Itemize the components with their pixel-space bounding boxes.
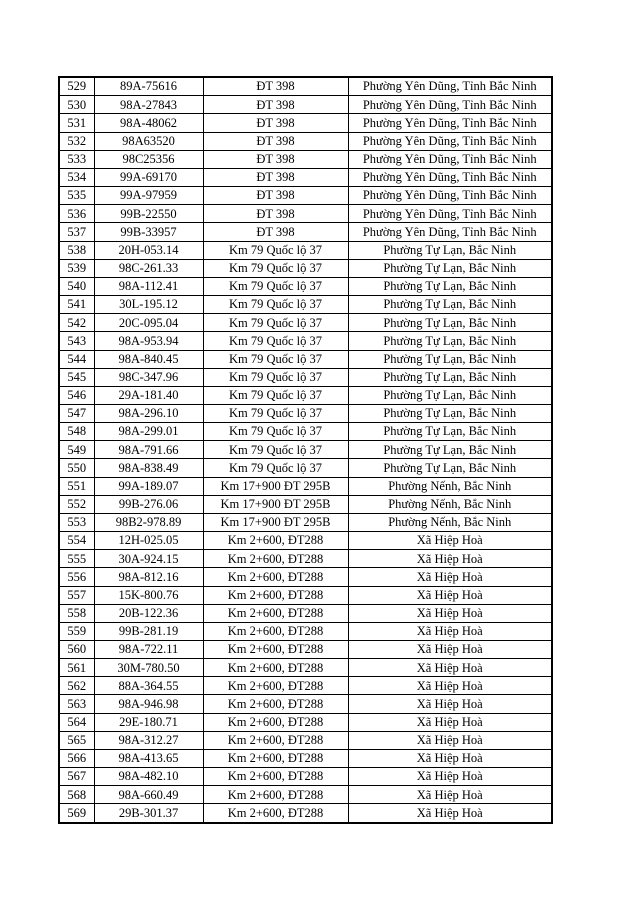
cell-area: Phường Yên Dũng, Tỉnh Bắc Ninh [348,150,552,168]
cell-location: Km 79 Quốc lộ 37 [203,277,348,295]
cell-location: ĐT 398 [203,114,348,132]
cell-row-number: 548 [59,423,94,441]
cell-location: Km 2+600, ĐT288 [203,731,348,749]
cell-area: Phường Tự Lạn, Bắc Ninh [348,441,552,459]
table-row [59,477,552,495]
cell-area: Phường Nếnh, Bắc Ninh [348,513,552,531]
cell-plate-number: 89A-75616 [94,77,203,96]
cell-plate-number: 99B-276.06 [94,495,203,513]
cell-area: Phường Yên Dũng, Tỉnh Bắc Ninh [348,223,552,241]
cell-location: Km 2+600, ĐT288 [203,604,348,622]
cell-plate-number: 98A-112.41 [94,277,203,295]
cell-row-number: 529 [59,77,94,96]
cell-plate-number: 98A-312.27 [94,731,203,749]
cell-area: Phường Tự Lạn, Bắc Ninh [348,241,552,259]
cell-area: Phường Tự Lạn, Bắc Ninh [348,296,552,314]
table-row [59,404,552,422]
cell-area: Xã Hiệp Hoà [348,532,552,550]
cell-location: Km 2+600, ĐT288 [203,659,348,677]
cell-row-number: 569 [59,804,94,823]
cell-area: Phường Nếnh, Bắc Ninh [348,495,552,513]
cell-location: Km 79 Quốc lộ 37 [203,423,348,441]
cell-area: Xã Hiệp Hoà [348,586,552,604]
cell-row-number: 536 [59,205,94,223]
cell-location: Km 2+600, ĐT288 [203,568,348,586]
cell-area: Phường Yên Dũng, Tỉnh Bắc Ninh [348,168,552,186]
cell-location: Km 2+600, ĐT288 [203,695,348,713]
cell-row-number: 535 [59,187,94,205]
table-row [59,659,552,677]
cell-row-number: 558 [59,604,94,622]
cell-plate-number: 98C-261.33 [94,259,203,277]
cell-plate-number: 99B-281.19 [94,622,203,640]
cell-plate-number: 99A-97959 [94,187,203,205]
cell-row-number: 546 [59,386,94,404]
cell-location: Km 79 Quốc lộ 37 [203,296,348,314]
cell-plate-number: 20C-095.04 [94,314,203,332]
cell-plate-number: 98A-482.10 [94,768,203,786]
cell-location: Km 79 Quốc lộ 37 [203,332,348,350]
cell-area: Phường Tự Lạn, Bắc Ninh [348,277,552,295]
cell-row-number: 549 [59,441,94,459]
cell-area: Phường Yên Dũng, Tỉnh Bắc Ninh [348,132,552,150]
cell-area: Phường Tự Lạn, Bắc Ninh [348,423,552,441]
cell-location: Km 79 Quốc lộ 37 [203,259,348,277]
cell-area: Phường Tự Lạn, Bắc Ninh [348,404,552,422]
cell-row-number: 550 [59,459,94,477]
table-row [59,568,552,586]
cell-area: Phường Tự Lạn, Bắc Ninh [348,368,552,386]
table-row [59,804,552,823]
cell-area: Xã Hiệp Hoà [348,749,552,767]
table-row [59,132,552,150]
cell-plate-number: 98A-722.11 [94,641,203,659]
cell-location: Km 2+600, ĐT288 [203,786,348,804]
cell-area: Phường Yên Dũng, Tỉnh Bắc Ninh [348,96,552,114]
table-row [59,277,552,295]
table-row [59,187,552,205]
cell-plate-number: 98C-347.96 [94,368,203,386]
cell-row-number: 561 [59,659,94,677]
cell-plate-number: 98A-296.10 [94,404,203,422]
cell-plate-number: 30A-924.15 [94,550,203,568]
table-row [59,459,552,477]
cell-row-number: 534 [59,168,94,186]
cell-plate-number: 30M-780.50 [94,659,203,677]
cell-row-number: 538 [59,241,94,259]
table-row [59,786,552,804]
cell-row-number: 531 [59,114,94,132]
cell-area: Phường Yên Dũng, Tỉnh Bắc Ninh [348,187,552,205]
table-row [59,205,552,223]
cell-location: ĐT 398 [203,132,348,150]
cell-row-number: 545 [59,368,94,386]
cell-plate-number: 99B-22550 [94,205,203,223]
cell-area: Xã Hiệp Hoà [348,550,552,568]
cell-area: Xã Hiệp Hoà [348,713,552,731]
cell-row-number: 565 [59,731,94,749]
cell-plate-number: 98B2-978.89 [94,513,203,531]
cell-row-number: 544 [59,350,94,368]
cell-plate-number: 98A-413.65 [94,749,203,767]
cell-plate-number: 99A-189.07 [94,477,203,495]
cell-plate-number: 88A-364.55 [94,677,203,695]
cell-area: Phường Tự Lạn, Bắc Ninh [348,314,552,332]
cell-row-number: 557 [59,586,94,604]
table-row [59,441,552,459]
table-row [59,114,552,132]
cell-location: Km 79 Quốc lộ 37 [203,404,348,422]
table-row [59,731,552,749]
cell-area: Xã Hiệp Hoà [348,659,552,677]
table-row [59,314,552,332]
cell-area: Phường Tự Lạn, Bắc Ninh [348,350,552,368]
cell-location: Km 2+600, ĐT288 [203,677,348,695]
cell-area: Phường Nếnh, Bắc Ninh [348,477,552,495]
cell-plate-number: 20H-053.14 [94,241,203,259]
cell-location: Km 79 Quốc lộ 37 [203,241,348,259]
table-row [59,495,552,513]
table-row [59,695,552,713]
cell-plate-number: 98A-838.49 [94,459,203,477]
cell-location: Km 17+900 ĐT 295B [203,513,348,531]
cell-location: Km 2+600, ĐT288 [203,622,348,640]
table-row [59,749,552,767]
table-row [59,423,552,441]
cell-row-number: 566 [59,749,94,767]
cell-row-number: 551 [59,477,94,495]
cell-location: Km 2+600, ĐT288 [203,804,348,823]
cell-location: Km 79 Quốc lộ 37 [203,441,348,459]
cell-area: Phường Tự Lạn, Bắc Ninh [348,332,552,350]
cell-plate-number: 99B-33957 [94,223,203,241]
cell-row-number: 562 [59,677,94,695]
cell-area: Xã Hiệp Hoà [348,677,552,695]
table-row [59,168,552,186]
cell-row-number: 541 [59,296,94,314]
cell-location: Km 2+600, ĐT288 [203,768,348,786]
table-row [59,622,552,640]
cell-plate-number: 98A-660.49 [94,786,203,804]
cell-area: Xã Hiệp Hoà [348,622,552,640]
cell-area: Xã Hiệp Hoà [348,768,552,786]
cell-location: Km 79 Quốc lộ 37 [203,368,348,386]
table-row [59,386,552,404]
cell-location: Km 79 Quốc lộ 37 [203,314,348,332]
cell-area: Phường Yên Dũng, Tỉnh Bắc Ninh [348,114,552,132]
table-row [59,513,552,531]
cell-area: Xã Hiệp Hoà [348,568,552,586]
table-row [59,350,552,368]
cell-plate-number: 12H-025.05 [94,532,203,550]
cell-row-number: 532 [59,132,94,150]
cell-area: Phường Tự Lạn, Bắc Ninh [348,459,552,477]
cell-location: Km 2+600, ĐT288 [203,713,348,731]
table-row [59,296,552,314]
cell-row-number: 567 [59,768,94,786]
cell-area: Xã Hiệp Hoà [348,604,552,622]
table-row [59,532,552,550]
cell-row-number: 537 [59,223,94,241]
cell-area: Phường Yên Dũng, Tỉnh Bắc Ninh [348,77,552,96]
table-row [59,768,552,786]
cell-location: Km 79 Quốc lộ 37 [203,386,348,404]
cell-area: Xã Hiệp Hoà [348,695,552,713]
cell-location: Km 79 Quốc lộ 37 [203,350,348,368]
cell-row-number: 556 [59,568,94,586]
cell-location: ĐT 398 [203,187,348,205]
table-row [59,241,552,259]
cell-plate-number: 98C25356 [94,150,203,168]
cell-row-number: 563 [59,695,94,713]
cell-plate-number: 29E-180.71 [94,713,203,731]
cell-row-number: 568 [59,786,94,804]
table-row [59,550,552,568]
table-row [59,259,552,277]
cell-area: Xã Hiệp Hoà [348,804,552,823]
cell-location: ĐT 398 [203,96,348,114]
cell-location: Km 2+600, ĐT288 [203,586,348,604]
cell-location: Km 2+600, ĐT288 [203,550,348,568]
table-row [59,332,552,350]
vehicle-list-table [58,76,553,824]
cell-location: ĐT 398 [203,205,348,223]
table-row [59,96,552,114]
cell-row-number: 547 [59,404,94,422]
cell-row-number: 552 [59,495,94,513]
table-row [59,368,552,386]
cell-location: ĐT 398 [203,150,348,168]
cell-location: Km 2+600, ĐT288 [203,641,348,659]
cell-plate-number: 98A-840.45 [94,350,203,368]
cell-area: Phường Tự Lạn, Bắc Ninh [348,386,552,404]
cell-row-number: 543 [59,332,94,350]
table-row [59,223,552,241]
cell-plate-number: 98A-48062 [94,114,203,132]
cell-plate-number: 29A-181.40 [94,386,203,404]
table-row [59,150,552,168]
cell-area: Xã Hiệp Hoà [348,731,552,749]
table-row [59,713,552,731]
cell-location: ĐT 398 [203,223,348,241]
cell-location: Km 79 Quốc lộ 37 [203,459,348,477]
cell-row-number: 564 [59,713,94,731]
cell-row-number: 542 [59,314,94,332]
table-body [59,77,552,823]
cell-row-number: 559 [59,622,94,640]
table-row [59,641,552,659]
cell-plate-number: 20B-122.36 [94,604,203,622]
cell-area: Xã Hiệp Hoà [348,786,552,804]
cell-plate-number: 98A-299.01 [94,423,203,441]
cell-area: Phường Yên Dũng, Tỉnh Bắc Ninh [348,205,552,223]
cell-plate-number: 98A-791.66 [94,441,203,459]
cell-plate-number: 98A-953.94 [94,332,203,350]
cell-plate-number: 98A63520 [94,132,203,150]
cell-plate-number: 30L-195.12 [94,296,203,314]
cell-row-number: 533 [59,150,94,168]
cell-location: ĐT 398 [203,77,348,96]
cell-plate-number: 15K-800.76 [94,586,203,604]
table-row [59,604,552,622]
cell-row-number: 560 [59,641,94,659]
cell-plate-number: 29B-301.37 [94,804,203,823]
table-row [59,77,552,96]
cell-plate-number: 99A-69170 [94,168,203,186]
table-row [59,677,552,695]
cell-row-number: 555 [59,550,94,568]
cell-location: Km 17+900 ĐT 295B [203,477,348,495]
cell-row-number: 539 [59,259,94,277]
cell-area: Phường Tự Lạn, Bắc Ninh [348,259,552,277]
cell-area: Xã Hiệp Hoà [348,641,552,659]
cell-plate-number: 98A-946.98 [94,695,203,713]
cell-row-number: 554 [59,532,94,550]
cell-plate-number: 98A-27843 [94,96,203,114]
cell-row-number: 540 [59,277,94,295]
cell-location: ĐT 398 [203,168,348,186]
cell-location: Km 2+600, ĐT288 [203,532,348,550]
table-row [59,586,552,604]
cell-plate-number: 98A-812.16 [94,568,203,586]
cell-row-number: 553 [59,513,94,531]
cell-location: Km 2+600, ĐT288 [203,749,348,767]
cell-location: Km 17+900 ĐT 295B [203,495,348,513]
cell-row-number: 530 [59,96,94,114]
